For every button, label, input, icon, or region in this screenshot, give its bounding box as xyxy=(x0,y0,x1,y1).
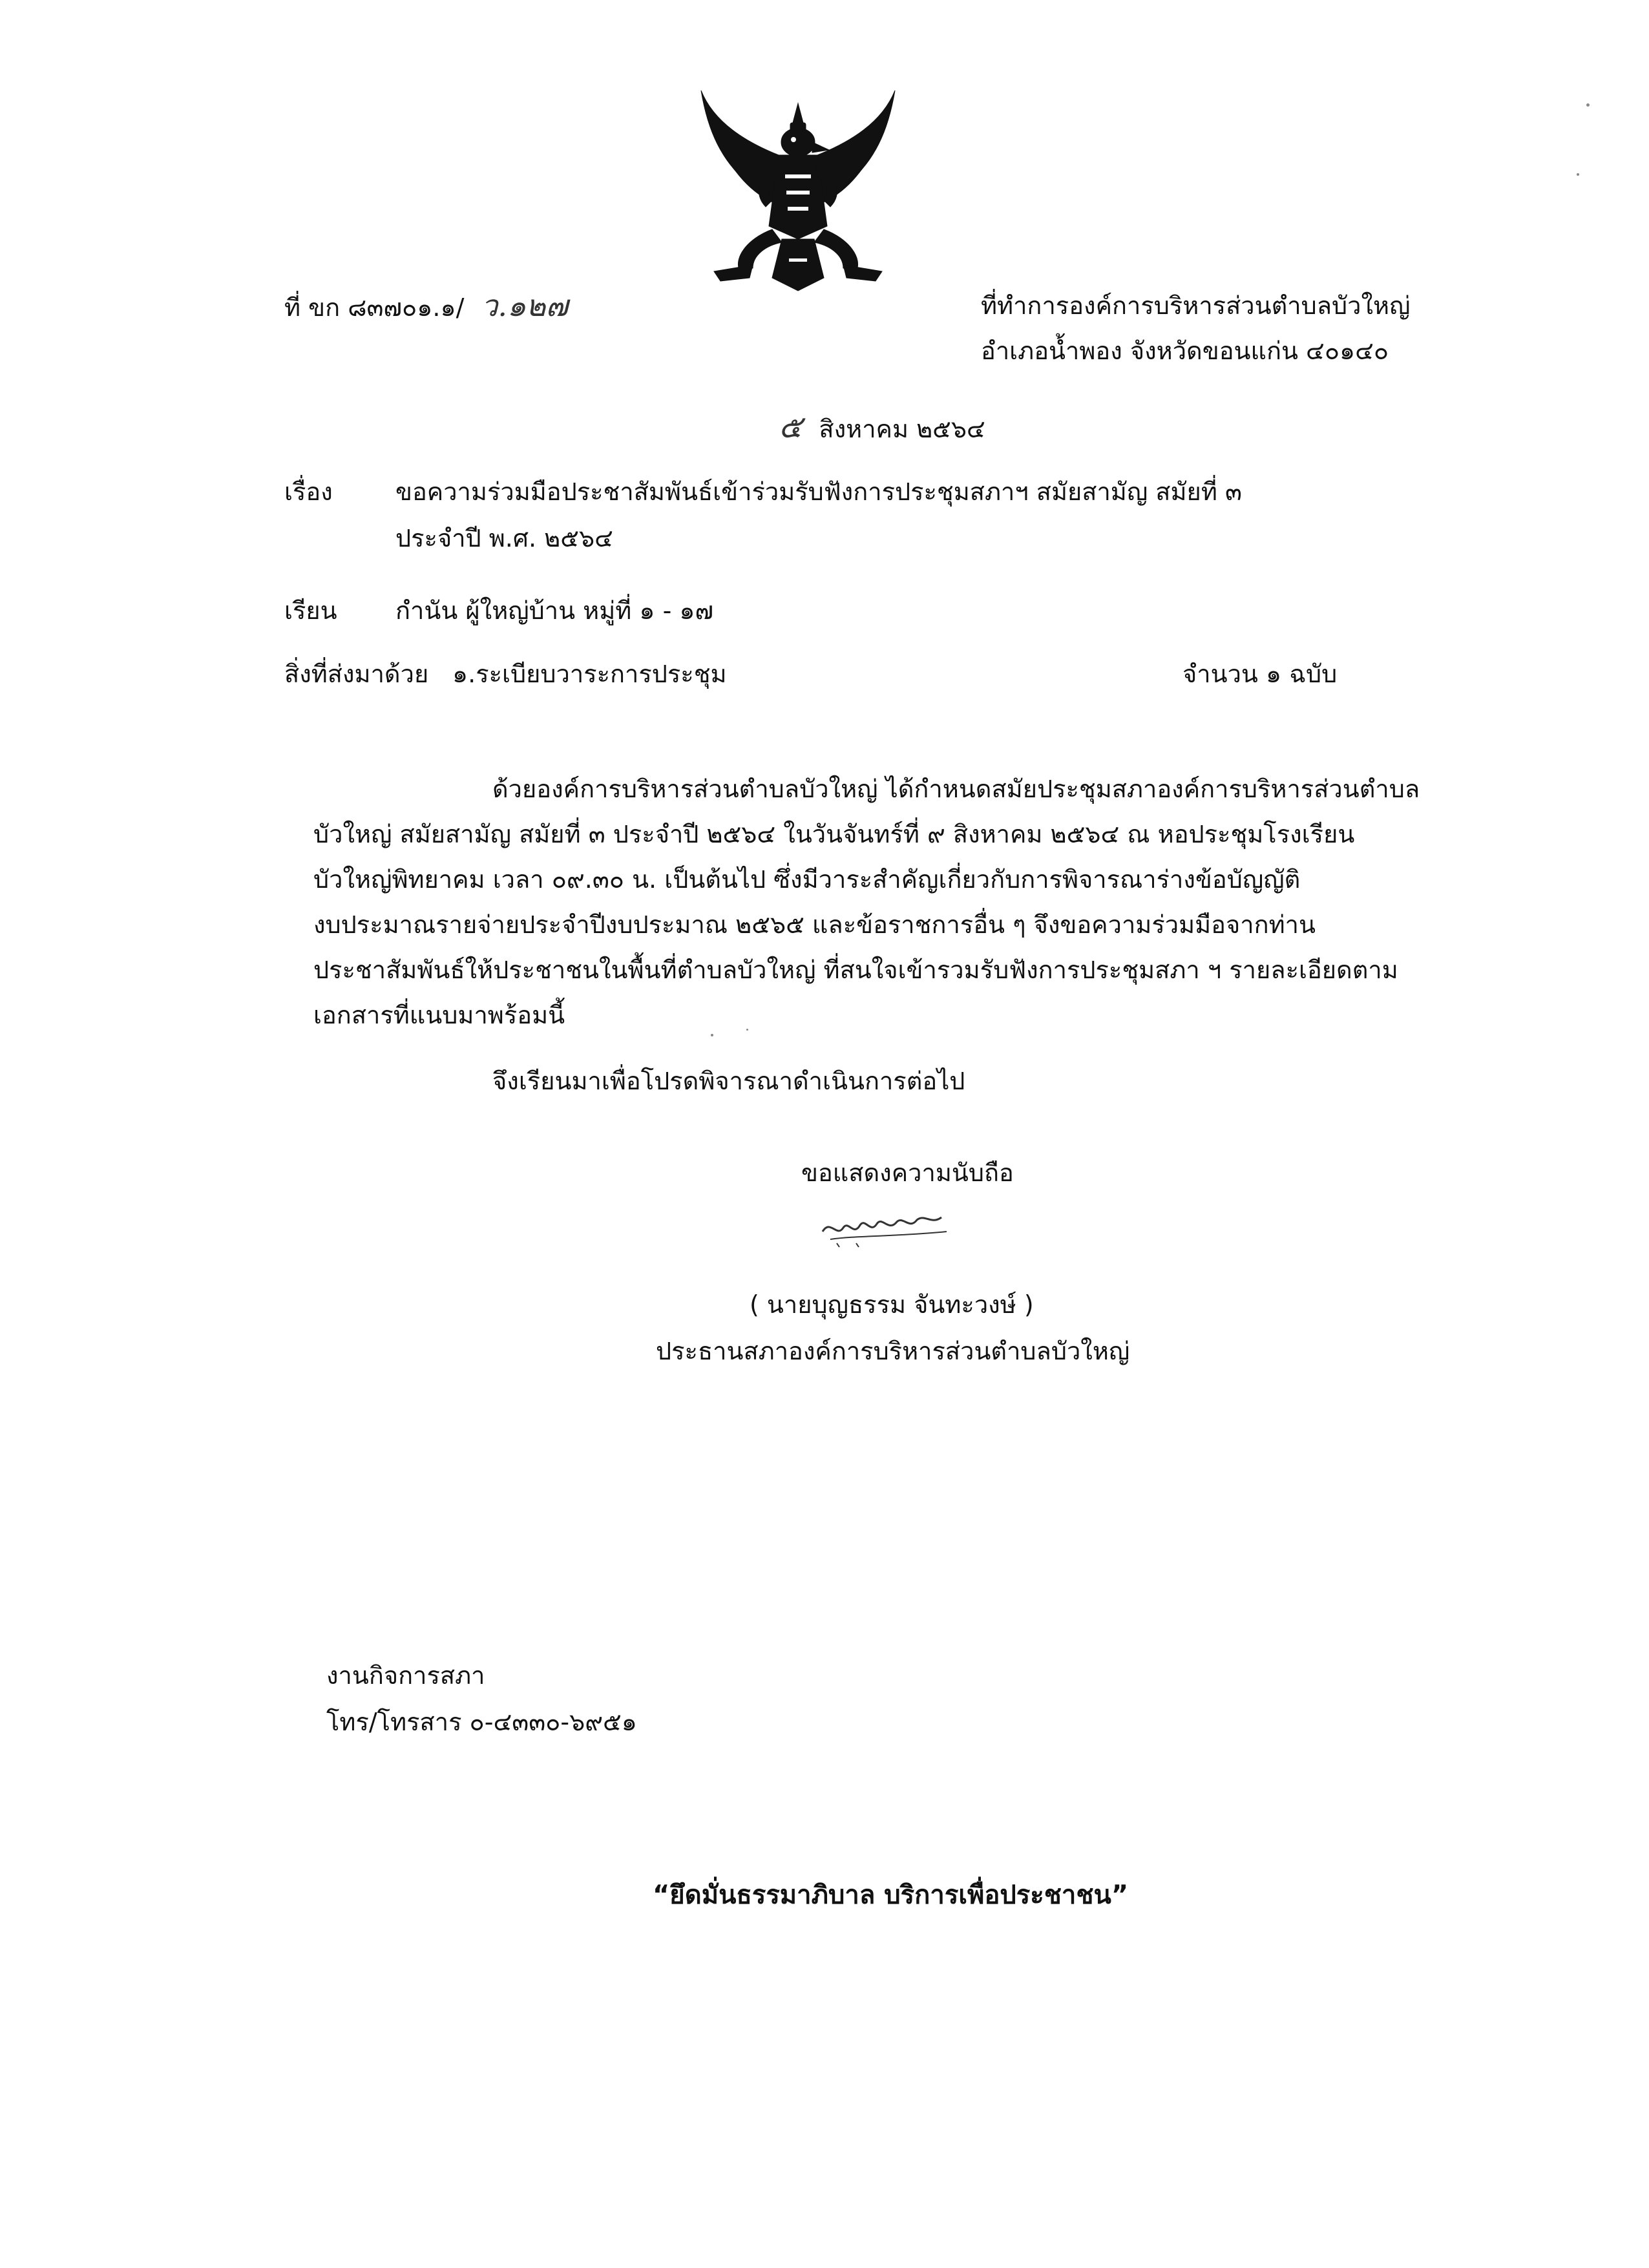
subject-label: เรื่อง xyxy=(284,478,333,506)
closing-sentence: จึงเรียนมาเพื่อโปรดพิจารณาดำเนินการต่อไป xyxy=(492,1067,965,1095)
reference-number xyxy=(284,289,568,324)
enclosure-item: ๑.ระเบียบวาระการประชุม xyxy=(452,660,727,688)
office-address-line1: ที่ทำการองค์การบริหารส่วนตำบลบัวใหญ่ xyxy=(981,291,1411,320)
body-line: เอกสารที่แนบมาพร้อมนี้ xyxy=(313,1001,565,1029)
enclosure-label: สิ่งที่ส่งมาด้วย xyxy=(284,660,429,688)
body-line: บัวใหญ่พิทยาคม เวลา ๐๙.๓๐ น. เป็นต้นไป ซึ่งมีวาระสำคัญเกี่ยวกับการพิจารณาร่างข้อบัญญัติ xyxy=(313,865,1301,894)
date-month-year: สิงหาคม ๒๕๖๔ xyxy=(819,415,985,443)
scan-speck xyxy=(711,1034,713,1036)
enclosure-count: จำนวน ๑ ฉบับ xyxy=(1182,660,1338,688)
body-line: งบประมาณรายจ่ายประจำปีงบประมาณ ๒๕๖๕ และข้อราชการอื่น ๆ จึงขอความร่วมมือจากท่าน xyxy=(313,910,1316,939)
recipient-label: เรียน xyxy=(284,596,337,625)
date-day-handwritten: ๕ xyxy=(779,409,803,445)
handwritten-signature xyxy=(817,1206,953,1251)
reference-prefix: ที่ ขก ๘๓๗๐๑.๑/ xyxy=(284,293,465,322)
body-line: ประชาสัมพันธ์ให้ประชาชนในพื้นที่ตำบลบัวใหญ่ ที่สนใจเข้ารวมรับฟังการประชุมสภา ฯ รายละเอียดตาม xyxy=(313,956,1398,984)
scan-speck xyxy=(1586,103,1590,107)
regards-text: ขอแสดงความนับถือ xyxy=(801,1159,1014,1187)
signer-title: ประธานสภาองค์การบริหารส่วนตำบลบัวใหญ่ xyxy=(656,1337,1130,1365)
department-name: งานกิจการสภา xyxy=(326,1661,485,1690)
letter-date xyxy=(779,411,985,445)
scan-speck xyxy=(1577,173,1579,176)
organization-slogan: “ยึดมั่นธรรมาภิบาล บริการเพื่อประชาชน” xyxy=(653,1880,1129,1910)
recipient-value: กำนัน ผู้ใหญ่บ้าน หมู่ที่ ๑ - ๑๗ xyxy=(395,596,714,625)
body-line: บัวใหญ่ สมัยสามัญ สมัยที่ ๓ ประจำปี ๒๕๖๔ ในวันจันทร์ที่ ๙ สิงหาคม ๒๕๖๔ ณ หอประชุมโรงเรียน xyxy=(313,820,1355,848)
body-line: ด้วยองค์การบริหารส่วนตำบลบัวใหญ่ ได้กำหนดสมัยประชุมสภาองค์การบริหารส่วนตำบล xyxy=(492,775,1420,803)
signer-name: ( นายบุญธรรม จันทะวงษ์ ) xyxy=(750,1290,1034,1319)
reference-handwritten-number: ว.๑๒๗ xyxy=(481,288,569,323)
scan-speck xyxy=(746,1029,748,1031)
garuda-emblem xyxy=(675,78,921,300)
subject-line2: ประจำปี พ.ศ. ๒๕๖๔ xyxy=(395,524,613,552)
office-address-line2: อำเภอน้ำพอง จังหวัดขอนแก่น ๔๐๑๔๐ xyxy=(981,337,1389,365)
contact-phone: โทร/โทรสาร ๐-๔๓๓๐-๖๙๕๑ xyxy=(326,1708,637,1736)
subject-line1: ขอความร่วมมือประชาสัมพันธ์เข้าร่วมรับฟังการประชุมสภาฯ สมัยสามัญ สมัยที่ ๓ xyxy=(395,478,1242,506)
